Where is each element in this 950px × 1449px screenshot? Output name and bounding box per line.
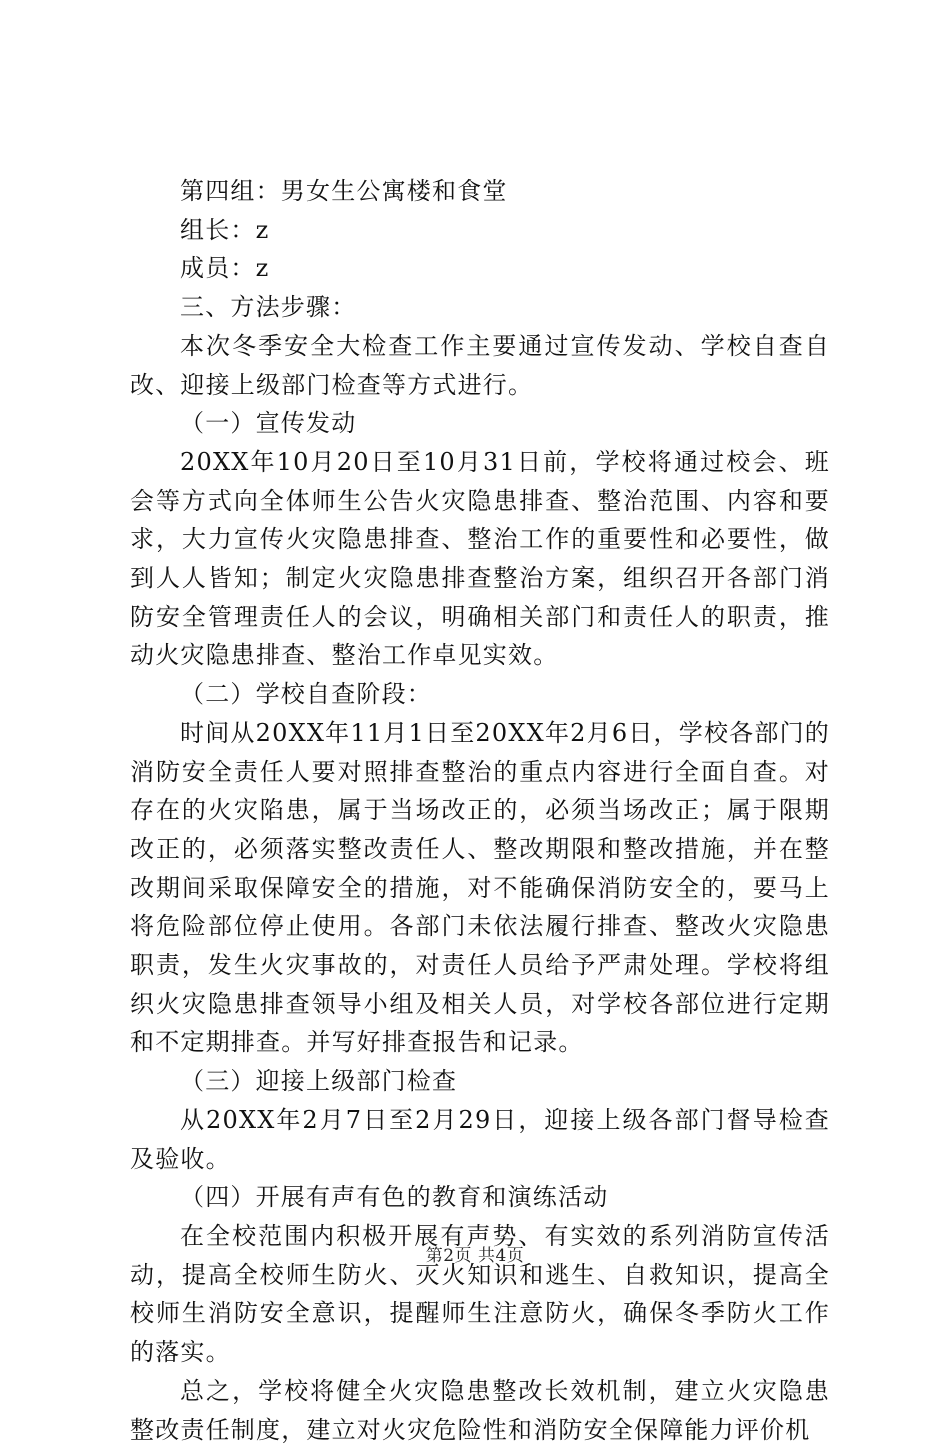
page-footer	[0, 1241, 950, 1266]
paragraph: 时间从20XX年11月1日至20XX年2月6日，学校各部门的消防安全责任人要对照排查整治的重点内容进行全面自查。对存在的火灾陷患，属于当场改正的，必须当场改正；属于限期改正的，必须落实整改责任人、整改期限和整改措施，并在整改期间采取保障安全的措施，对不能确保消防安全的，要马上将危险部位停止使用。各部门未依法履行排查、整改火灾隐患职责，发生火灾事故的，对责任人员给予严肃处理。学校将组织火灾隐患排查领导小组及相关人员，对学校各部位进行定期和不定期排查。并写好排查报告和记录。	[130, 718, 830, 1057]
paragraph: 成员：z	[180, 254, 270, 283]
subsection-heading: （二）学校自查阶段：	[180, 680, 432, 709]
subsection-heading: （三）迎接上级部门检查	[180, 1067, 458, 1096]
paragraph: 从20XX年2月7日至2月29日，迎接上级各部门督导检查及验收。	[130, 1105, 830, 1173]
paragraph: 20XX年10月20日至10月31日前，学校将通过校会、班会等方式向全体师生公告火灾隐患排查、整治范围、内容和要求，大力宣传火灾隐患排查、整治工作的重要性和必要性，做到人人皆知；制定火灾隐患排查整治方案，组织召开各部门消防安全管理责任人的会议，明确相关部门和责任人的职责，推动火灾隐患排查、整治工作卓见实效。	[130, 447, 830, 670]
paragraph: 第四组：男女生公寓楼和食堂	[180, 177, 508, 205]
page-number-label: 第2页 共4页	[425, 1246, 525, 1266]
paragraph: 组长：z	[180, 215, 270, 244]
paragraph: 在全校范围内积极开展有声势、有实效的系列消防宣传活动，提高全校师生防火、灭火知识和逃生、自救知识，提高全校师生消防安全意识，提醒师生注意防火，确保冬季防火工作的落实。	[130, 1221, 830, 1367]
paragraph: 本次冬季安全大检查工作主要通过宣传发动、学校自查自改、迎接上级部门检查等方式进行。	[130, 331, 830, 399]
section-heading: 三、方法步骤：	[180, 293, 357, 322]
subsection-heading: （一）宣传发动	[180, 409, 357, 438]
paragraph: 总之，学校将健全火灾隐患整改长效机制，建立火灾隐患整改责任制度，建立对火灾危险性和消防安全保障能力评价机	[130, 1376, 830, 1444]
subsection-heading: （四）开展有声有色的教育和演练活动	[180, 1183, 609, 1212]
